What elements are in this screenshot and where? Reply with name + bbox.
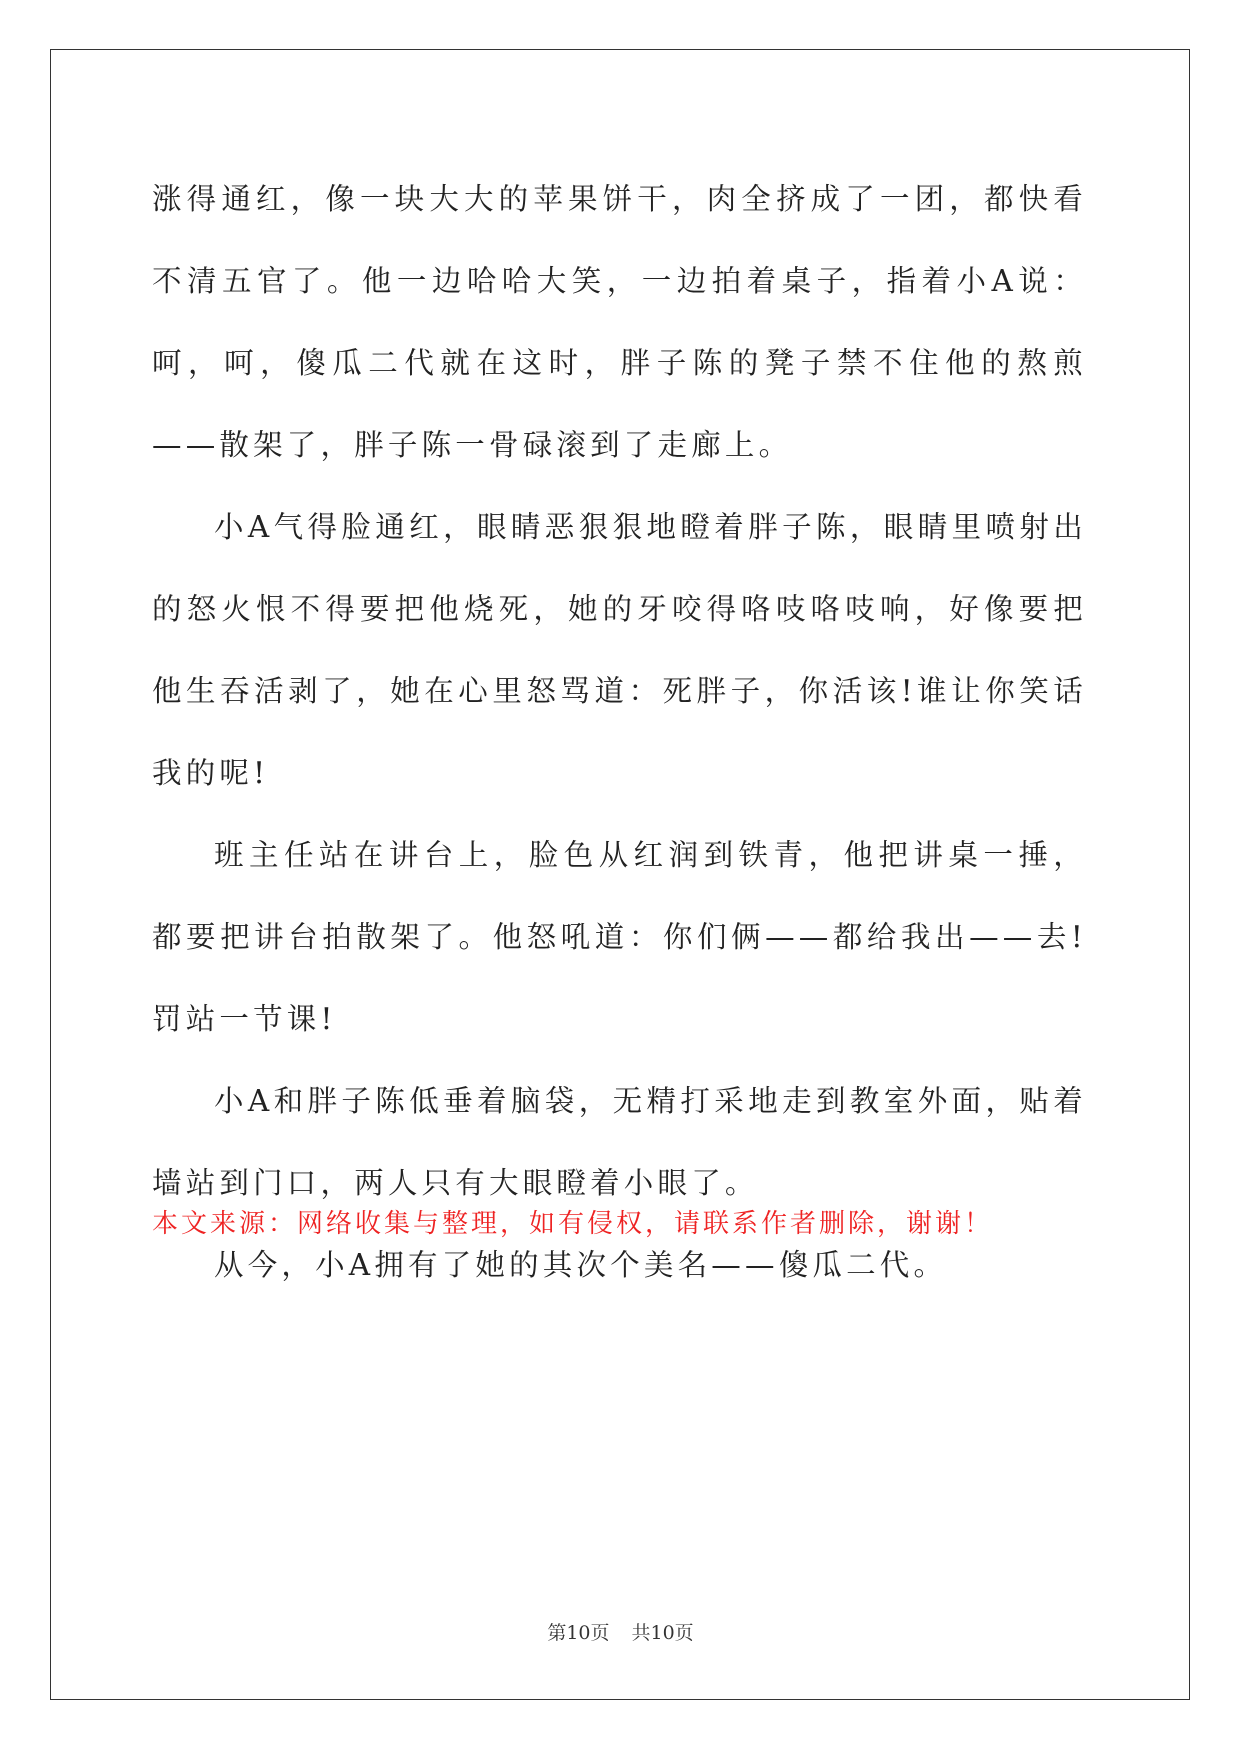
page-footer	[0, 1618, 1241, 1645]
paragraph-continued: 涨得通红，像一块大大的苹果饼干，肉全挤成了一团，都快看不清五官了。他一边哈哈大笑，一边拍着桌子，指着小A说：呵，呵，傻瓜二代就在这时，胖子陈的凳子禁不住他的熬煎——散架了，胖子陈一骨碌滚到了走廊上。	[152, 182, 1087, 462]
page-number-total: 共10页	[631, 1622, 694, 1644]
paragraph: 班主任站在讲台上，脸色从红润到铁青，他把讲桌一捶，都要把讲台拍散架了。他怒吼道：你们俩——都给我出——去!罚站一节课!	[152, 838, 1087, 1036]
paragraph: 小A气得脸通红，眼睛恶狠狠地瞪着胖子陈，眼睛里喷射出的怒火恨不得要把他烧死，她的牙咬得咯吱咯吱响，好像要把他生吞活剥了，她在心里怒骂道：死胖子，你活该!谁让你笑话我的呢!	[152, 510, 1087, 790]
document-body	[152, 158, 1087, 1306]
page-number-current: 第10页	[547, 1622, 610, 1644]
paragraph: 从今，小A拥有了她的其次个美名——傻瓜二代。	[214, 1248, 948, 1282]
source-disclaimer: 本文来源：网络收集与整理，如有侵权，请联系作者删除，谢谢！	[152, 1209, 994, 1239]
paragraph: 小A和胖子陈低垂着脑袋，无精打采地走到教室外面，贴着墙站到门口，两人只有大眼瞪着小眼了。	[152, 1084, 1087, 1200]
